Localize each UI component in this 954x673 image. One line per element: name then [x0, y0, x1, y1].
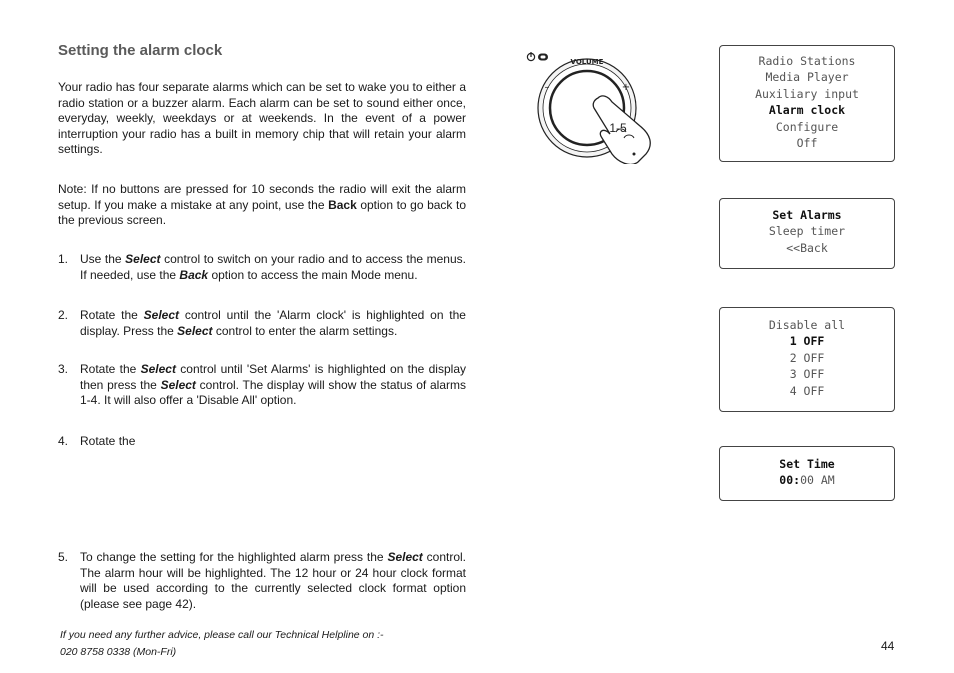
- step-text: control to enter the alarm settings.: [212, 323, 398, 338]
- menu-item-radio-stations: Radio Stations: [758, 54, 856, 68]
- step-5: [58, 550, 466, 612]
- step-text: Rotate the: [80, 362, 141, 376]
- step-number: 1.: [58, 252, 69, 266]
- menu-item-back: <<Back: [786, 240, 828, 255]
- helpline-text: If you need any further advice, please call our Technical Helpline on :-: [60, 629, 384, 641]
- step-text: Rotate the: [80, 308, 144, 322]
- set-time-minutes: 00 AM: [800, 473, 835, 488]
- step-text: To change the setting for the highlighted alarm press the: [80, 550, 388, 564]
- select-keyword: Select: [177, 323, 213, 338]
- alarm-1-status: 1 OFF: [789, 334, 825, 349]
- helpline-number: 020 8758 0338 (Mon-Fri): [60, 646, 177, 658]
- step-4: [58, 434, 466, 450]
- page-number: 44: [881, 639, 895, 653]
- page-title: Setting the alarm clock: [58, 42, 223, 59]
- display-alarm-list: [719, 307, 895, 412]
- step-3: [58, 362, 466, 409]
- step-number: 5.: [58, 550, 69, 564]
- set-time-hour: 00:: [779, 473, 801, 488]
- back-keyword: Back: [179, 267, 209, 282]
- select-keyword: Select: [160, 377, 196, 392]
- alarm-4-status: 4 OFF: [789, 383, 825, 398]
- alarm-disable-all: Disable all: [768, 318, 846, 332]
- note-back-keyword: Back: [328, 197, 357, 212]
- menu-item-configure: Configure: [775, 119, 839, 134]
- step-number: 2.: [58, 308, 69, 322]
- alarm-2-status: 2 OFF: [789, 350, 825, 365]
- step-range-callout: 1-5: [609, 121, 627, 135]
- menu-item-auxiliary-input: Auxiliary input: [755, 86, 859, 101]
- step-number: 4.: [58, 434, 69, 448]
- plus-label: +: [621, 82, 631, 93]
- note-paragraph: [58, 182, 466, 229]
- menu-item-alarm-clock: Alarm clock: [768, 103, 846, 118]
- step-number: 3.: [58, 362, 69, 376]
- volume-knob-illustration: [522, 46, 662, 164]
- volume-label: VOLUME: [570, 58, 604, 66]
- menu-item-set-alarms: Set Alarms: [772, 208, 842, 222]
- step-2: [58, 308, 466, 339]
- set-time-title: Set Time: [779, 457, 835, 471]
- select-keyword: Select: [140, 362, 176, 376]
- step-1: [58, 252, 466, 283]
- alarm-3-status: 3 OFF: [789, 367, 825, 382]
- display-alarm-menu: [719, 198, 895, 269]
- menu-item-off: Off: [796, 136, 818, 151]
- step-text: control. The display will show the status of alarms 1-4. It will also offer a 'Disable All' option.: [80, 377, 466, 407]
- step-text: control. The alarm hour will be highlighted. The 12 hour or 24 hour clock format will be used according to the currently selected clock format option (please see page 42).: [80, 550, 467, 611]
- select-keyword: Select: [143, 308, 180, 322]
- note-text: Note: If no buttons are pressed for 10 seconds the radio will exit the alarm setup. If you make a mistake at any point, use the: [58, 182, 466, 212]
- power-icon: [527, 52, 548, 61]
- step-text: control until the 'Alarm clock' is highlighted on the display. Press the: [80, 308, 466, 338]
- note-text-end: option to go back to the previous screen.: [58, 197, 466, 227]
- step-text: control to switch on your radio and to access the menus. If needed, use the: [80, 252, 466, 282]
- step-text: control until 'Set Alarms' is highlighted on the display then press the: [80, 362, 466, 392]
- step-text: Use the: [80, 252, 126, 266]
- step-text: option to access the main Mode menu.: [208, 267, 418, 282]
- display-set-time: [719, 446, 895, 501]
- intro-paragraph: Your radio has four separate alarms which can be set to wake you to either a radio station or a buzzer alarm. Each alarm can be set to sound either once, everyday, weekly, weekdays or at weekends. In the event of a power interruption your radio has a built in memory chip that will retain your alarm settings.: [58, 80, 466, 156]
- menu-item-media-player: Media Player: [765, 70, 849, 85]
- menu-item-sleep-timer: Sleep timer: [768, 224, 846, 239]
- step-text: Rotate the: [80, 434, 136, 448]
- select-keyword: Select: [125, 252, 161, 266]
- minus-label: –: [544, 82, 550, 93]
- set-time-value: [720, 472, 894, 488]
- display-main-menu: [719, 45, 895, 162]
- select-keyword: Select: [387, 550, 423, 564]
